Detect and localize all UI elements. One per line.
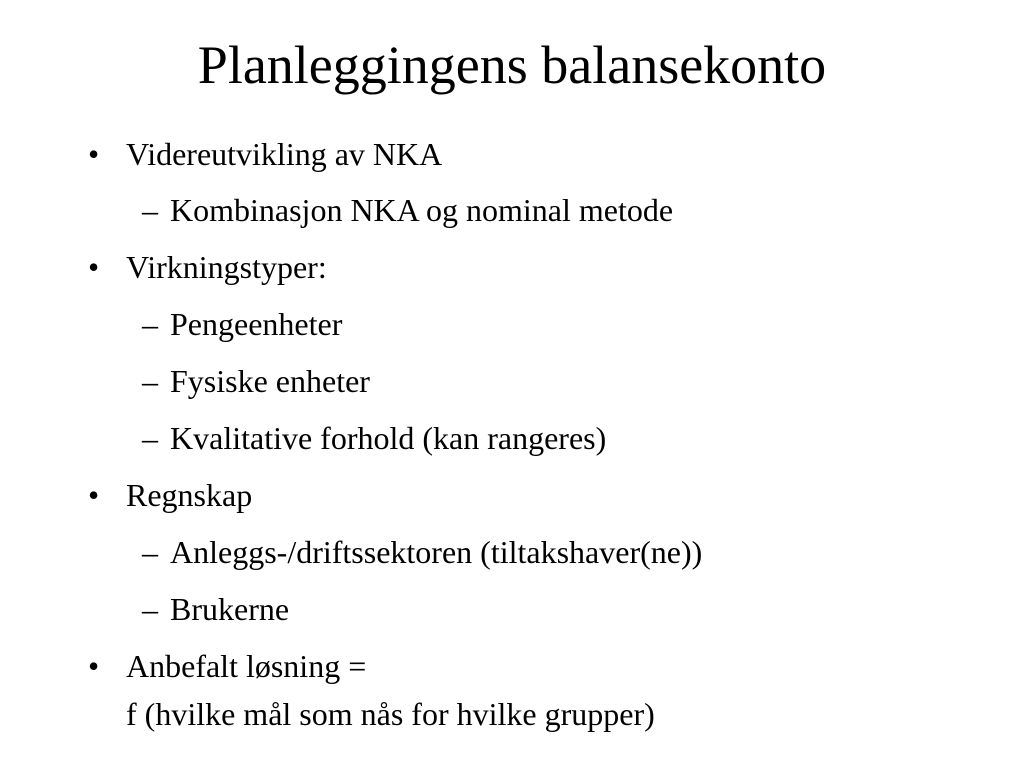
- sub-item-text: Fysiske enheter: [170, 363, 370, 399]
- dash-marker: –: [142, 192, 158, 228]
- bullet-marker: •: [88, 477, 100, 513]
- dash-marker: –: [142, 534, 158, 570]
- bullet-item: [88, 475, 253, 515]
- sub-item-text: Anleggs-/driftssektoren (tiltakshaver(ne)): [170, 534, 703, 570]
- bullet-text: Videreutvikling av NKA: [126, 136, 443, 172]
- sub-item-text: Kvalitative forhold (kan rangeres): [170, 420, 607, 456]
- sub-item: [142, 589, 290, 629]
- bullet-text: Anbefalt løsning =: [126, 648, 367, 684]
- sub-item: [142, 190, 674, 230]
- bullet-item: [88, 247, 327, 287]
- bullet-text: Regnskap: [126, 477, 253, 513]
- bullet-text: Virkningstyper:: [126, 249, 327, 285]
- sub-item-text: Pengeenheter: [170, 306, 343, 342]
- bullet-item: [88, 646, 367, 686]
- sub-item: [142, 418, 607, 458]
- sub-item-text: Kombinasjon NKA og nominal metode: [170, 192, 674, 228]
- bullet-item: [88, 134, 443, 174]
- sub-item: [142, 304, 343, 344]
- dash-marker: –: [142, 306, 158, 342]
- sub-item-text: Brukerne: [170, 591, 290, 627]
- bullet-marker: •: [88, 136, 100, 172]
- dash-marker: –: [142, 420, 158, 456]
- dash-marker: –: [142, 591, 158, 627]
- slide-title: Planleggingens balansekonto: [197, 35, 827, 95]
- bullet-marker: •: [88, 648, 100, 684]
- sub-item: [142, 361, 370, 401]
- sub-item: [142, 532, 703, 572]
- bullet-continuation-text: f (hvilke mål som nås for hvilke grupper): [126, 696, 655, 732]
- bullet-marker: •: [88, 249, 100, 285]
- bullet-continuation: [126, 694, 655, 734]
- dash-marker: –: [142, 363, 158, 399]
